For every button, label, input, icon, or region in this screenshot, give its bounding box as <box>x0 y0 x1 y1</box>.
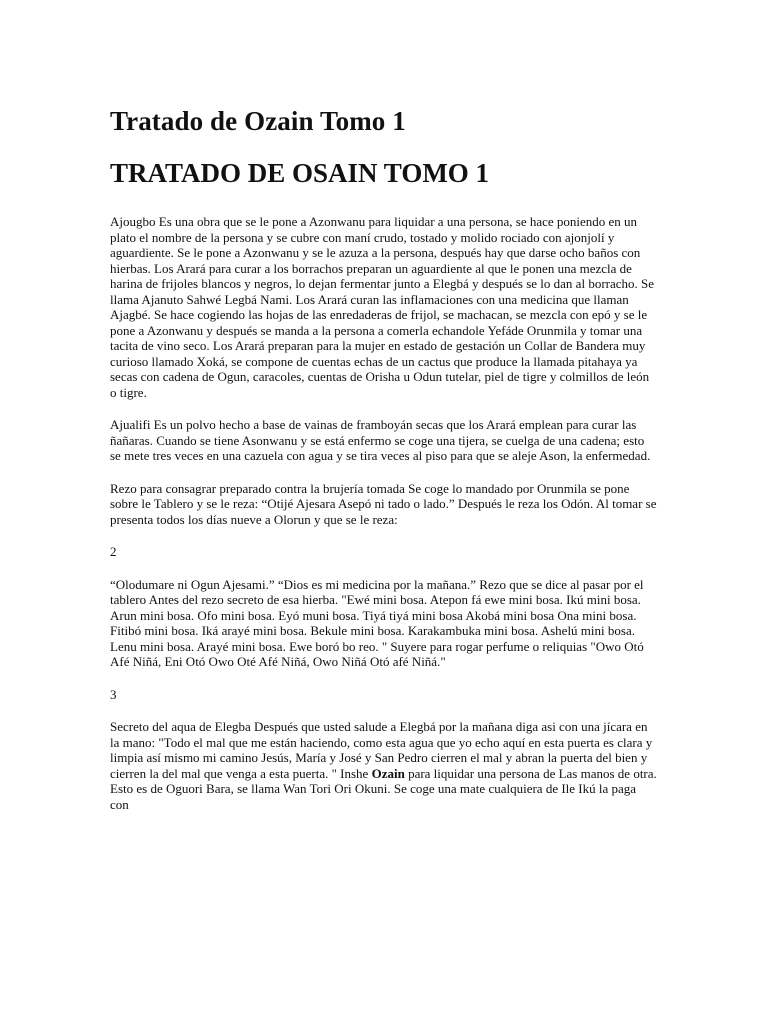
page-number-3: 3 <box>110 686 117 702</box>
paragraph-rezo-brujeria: Rezo para consagrar preparado contra la brujería tomada Se coge lo mandado por Orunmila se pone sobre le Tablero y se le reza: “Otijé Ajesara Asepó ni tado o lado.” Después le reza los Odón. Al tomar se presenta todos los días nueve a Olorun y que se le reza: <box>110 480 657 527</box>
document-content <box>110 104 658 829</box>
document-title: Tratado de Ozain Tomo 1 <box>110 106 406 136</box>
paragraph-ajougbo: Ajougbo Es una obra que se le pone a Azonwanu para liquidar a una persona, se hace poniendo en un plato el nombre de la persona y se cubre con maní crudo, tostado y molido rociado con ajonjolí y aguardiente. Se le pone a Azonwanu y se le azuza a la persona, después hay que darse ocho baños con hierbas. Los Arará para curar a los borrachos preparan un aguardiente al que le ponen una mezcla de harina de frijoles blancos y negros, lo dejan fermentar junto a Elegbá y después se lo dan al borracho. Se llama Ajanuto Sahwé Legbá Nami. Los Arará curan las inflamaciones con una medicina que llaman Ajagbé. Se hace cogiendo las hojas de las enredaderas de frijol, se machacan, se mezcla con epó y se le pone a Azonwanu y después se manda a la persona a comerla echandole Yefáde Orunmila y tomar una tacita de vino seco. Los Arará preparan para la mujer en estado de gestación un Collar de Bandera muy curioso llamado Xoká, se compone de cuentas echas de un cactus que produce la llamada pitahaya ya secas con cadena de Ogun, caracoles, cuentas de Orisha u Odun tutelar, piel de tigre y colmillos de león o tigre. <box>110 214 655 400</box>
paragraph-text-end: para liquidar una persona de Las manos de otra. Esto es de Oguori Bara, se llama Wan Tori Ori Okuni. Se coge una mate cualquiera de Ile Ikú la paga con <box>110 765 657 812</box>
paragraph-text-start: Secreto del aqua de Elegba Después que usted salude a Elegbá por la mañana diga asi con una jícara en la mano: "Todo el mal que me están haciendo, como esta agua que yo echo aquí en esta puerta es clara y limpia así mismo mi camino Jesús, María y José y San Pedro cierren el mal y abran la puerta del bien y cierren la del mal que venga a esta puerta. " Inshe <box>110 719 653 781</box>
paragraph-secreto-elegba <box>110 719 658 812</box>
bold-term-ozain: Ozain <box>371 765 405 781</box>
page-number-2: 2 <box>110 544 117 559</box>
paragraph-olodumare: “Olodumare ni Ogun Ajesami.” “Dios es mi medicina por la mañana.” Rezo que se dice al pasar por el tablero Antes del rezo secreto de esa hierba. "Ewé mini bosa. Atepon fá ewe mini bosa. Ikú mini bosa. Arun mini bosa. Ofo mini bosa. Eyó muni bosa. Tiyá tiyá mini bosa Akobá mini bosa Ona mini bosa. Fitibó mini bosa. Iká arayé mini bosa. Bekule mini bosa. Karakambuka mini bosa. Ashelú mini bosa. Lenu mini bosa. Arayé mini bosa. Ewe boró bo reo. " Suyere para rogar perfume o reliquias "Owo Otó Afé Niñá, Eni Otó Owo Oté Afé Niñá, Owo Niñá Otó afé Niñá." <box>110 576 644 669</box>
paragraph-ajualifi: Ajualifi Es un polvo hecho a base de vainas de framboyán secas que los Arará emplean para curar las ñañaras. Cuando se tiene Asonwanu y se está enfermo se coge una tijera, se cuelga de una cadena; esto se mete tres veces en una cazuela con agua y se tira veces al piso para que se aleje Ason, la enfermedad. <box>110 417 651 463</box>
document-heading: TRATADO DE OSAIN TOMO 1 <box>110 158 490 188</box>
